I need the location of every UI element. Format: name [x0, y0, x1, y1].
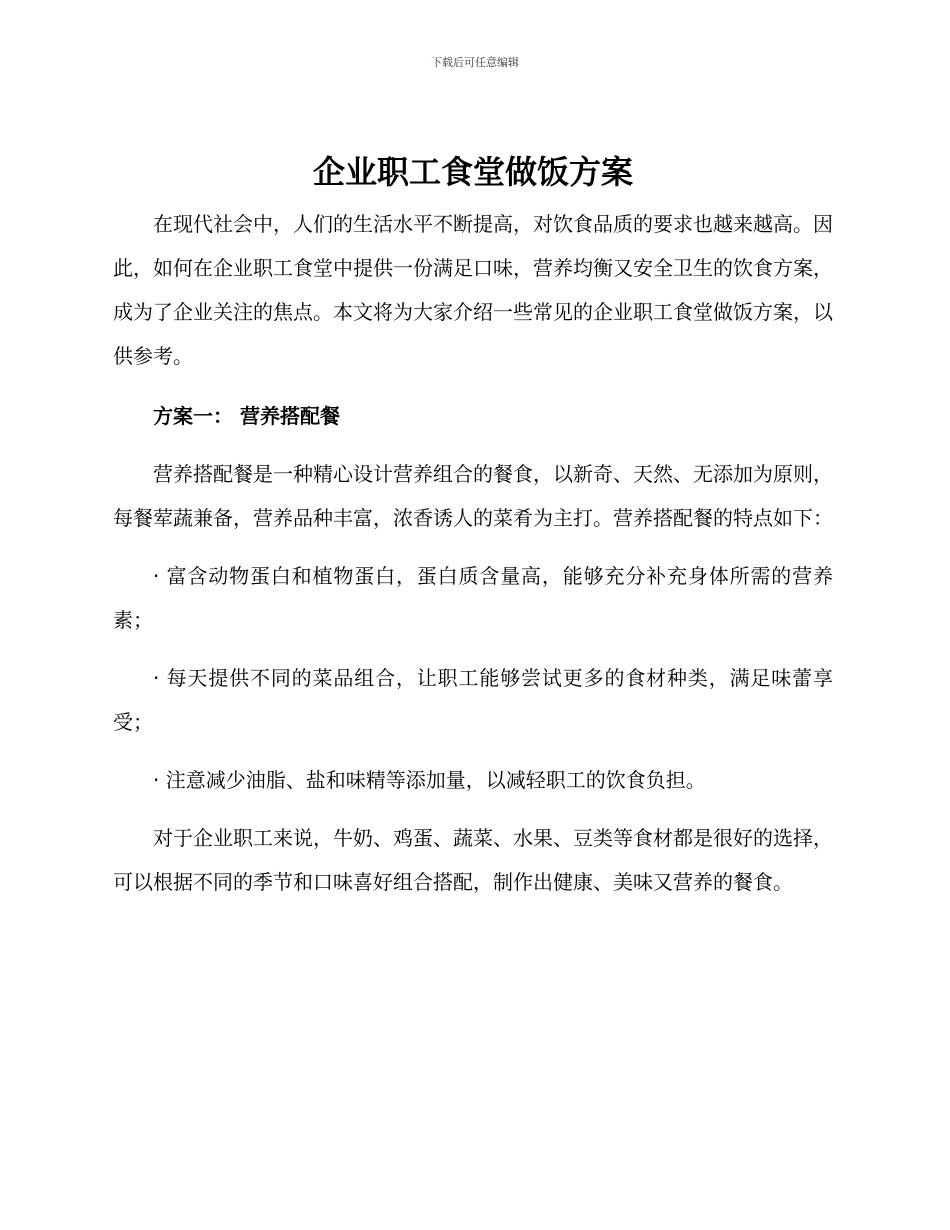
document-body	[113, 148, 833, 904]
header-note: 下载后可任意编辑	[431, 56, 519, 69]
bullet-item-variety: · 每天提供不同的菜品组合，让职工能够尝试更多的食材种类，满足味蕾享受；	[113, 666, 833, 734]
bullet-item-protein: · 富含动物蛋白和植物蛋白，蛋白质含量高，能够充分补充身体所需的营养素；	[113, 564, 833, 632]
bullet-item-additives: · 注意减少油脂、盐和味精等添加量，以减轻职工的饮食负担。	[153, 768, 706, 792]
document-title: 企业职工食堂做饭方案	[312, 153, 633, 191]
intro-paragraph: 在现代社会中，人们的生活水平不断提高，对饮食品质的要求也越来越高。因此，如何在企业职工食堂中提供一份满足口味，营养均衡又安全卫生的饮食方案，成为了企业关注的焦点。本文将为大家介绍一些常见的企业职工食堂做饭方案，以供参考。	[113, 212, 833, 368]
section-heading: 方案一： 营养搭配餐	[153, 404, 340, 428]
section-description: 营养搭配餐是一种精心设计营养组合的餐食，以新奇、天然、无添加为原则，每餐荤蔬兼备，营养品种丰富，浓香诱人的菜肴为主打。营养搭配餐的特点如下：	[113, 462, 833, 530]
closing-paragraph: 对于企业职工来说，牛奶、鸡蛋、蔬菜、水果、豆类等食材都是很好的选择，可以根据不同的季节和口味喜好组合搭配，制作出健康、美味又营养的餐食。	[113, 826, 833, 894]
